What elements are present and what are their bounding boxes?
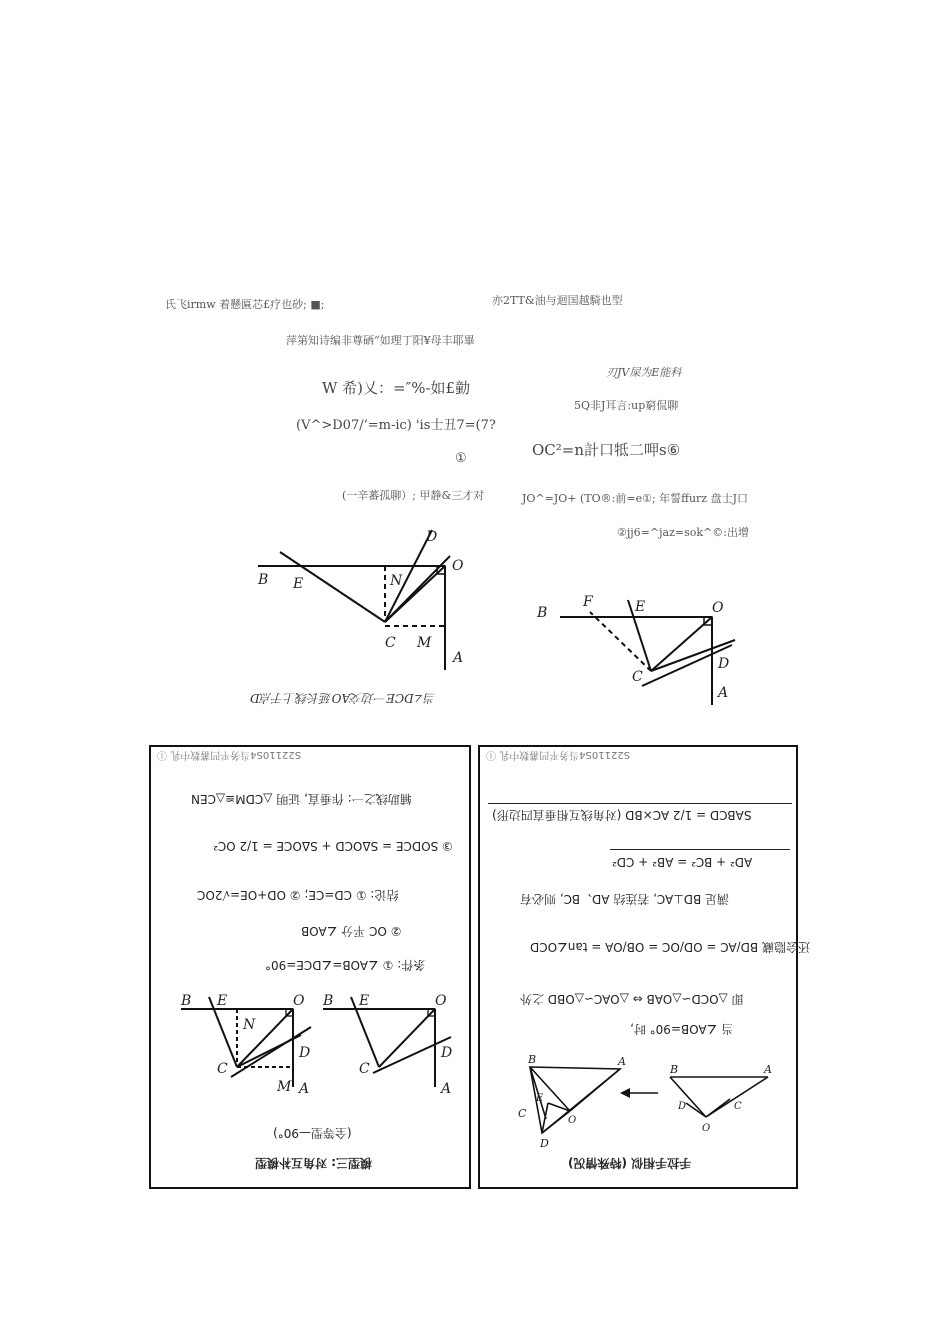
panel-left-line-2: ③ SODCE = SΔOCD + SΔOCE = 1/2 OC² <box>213 839 453 853</box>
panel-right-line-6: 当 ∠AOB=90° 时, <box>630 1022 734 1036</box>
panel-right-line-5: 即 △OCD∽△OAB ⇔ △OAC∽△OBD 之外 <box>520 992 744 1006</box>
panel-left-line-4: ② OC 平分 ∠AOB <box>301 924 402 938</box>
fig-right-labels <box>536 594 729 701</box>
panel-left-caption: (全等型—90°) <box>273 1126 352 1140</box>
fig-right-label-a: A <box>718 685 729 701</box>
fig-left-label-d: D <box>426 529 438 545</box>
svg-text:M: M <box>277 1079 292 1095</box>
fig-left-label-b: B <box>258 572 269 588</box>
fig-left-label-a: A <box>453 650 464 666</box>
svg-text:A: A <box>441 1081 452 1097</box>
svg-text:E: E <box>217 993 228 1009</box>
svg-text:D: D <box>540 1137 549 1150</box>
right-line-4: OC²=n計口牴二呷s⑥ <box>532 441 681 459</box>
panel-left-line-5: 条件: ① ∠AOB=∠DCE=90° <box>265 958 426 972</box>
right-line-6: ②jj6=^jaz=sok^©:出增 <box>617 526 749 539</box>
panel-right <box>478 745 810 1189</box>
panel-right-figures <box>480 1047 796 1157</box>
fig-right-label-f: F <box>583 594 593 610</box>
fig-left-label-m: M <box>417 635 432 651</box>
svg-text:C: C <box>359 1061 370 1077</box>
panel-right-line-2: AD² + BC² = AB² + CD² <box>612 855 753 869</box>
svg-text:D: D <box>299 1045 311 1061</box>
left-line-6: (一辛蕃孤聊）; 甲静&三才对 <box>342 489 485 502</box>
panel-left-line-1: 辅助线之一: 作垂直, 证明 △CDM≌△CEN <box>191 792 412 806</box>
fig-left-label-c: C <box>385 635 396 651</box>
svg-text:O: O <box>435 993 447 1009</box>
fig-left-label-n: N <box>390 573 403 589</box>
svg-text:B: B <box>528 1053 537 1066</box>
svg-text:N: N <box>243 1017 256 1033</box>
right-line-2: 刃JV屎为E能科 <box>606 366 682 379</box>
left-line-2: 萍第知诗编非尊硒“如理丁阳¥母丰耶畢 <box>286 334 475 347</box>
panel-right-header: S22110S4当务平凹蕃数中乳 ⓘ <box>486 749 631 760</box>
panel-right-title: 手拉手相似 (特殊情况) <box>568 1156 692 1170</box>
panel-right-line-3: 满足 BD⊥AC, 若连结 AD、BC, 则必有 <box>520 892 730 906</box>
fig-right-label-c: C <box>632 669 643 685</box>
panel-left-line-3: 结论: ① CD=CE; ② OD+OE=√2OC <box>197 888 399 902</box>
fig-right-label-o: O <box>712 600 724 616</box>
svg-text:E: E <box>536 1093 544 1104</box>
svg-text:A: A <box>299 1081 310 1097</box>
svg-text:E: E <box>359 993 370 1009</box>
svg-text:O: O <box>702 1123 711 1134</box>
right-line-5: JO^=JO+ (TO®:前=e①; 年誓ffurz 盘士J口 <box>522 492 749 505</box>
svg-text:D: D <box>441 1045 453 1061</box>
panel-left-header: S22110S4当务平凹蕃数中乳 ⓘ <box>157 749 302 760</box>
svg-text:C: C <box>518 1107 527 1120</box>
fig-right-label-b: B <box>537 605 548 621</box>
panel-left <box>149 745 471 1189</box>
fig-left-label-o: O <box>452 558 464 574</box>
svg-text:B: B <box>181 993 192 1009</box>
svg-text:B: B <box>670 1063 679 1076</box>
left-line-4: (V^>D07/‘=m-ic) 'is士丑7=(7? <box>296 418 496 433</box>
svg-text:A: A <box>618 1055 626 1068</box>
fig-left-labels <box>257 529 464 666</box>
panel-right-line-1: SABCD = 1/2 AC×BD (对角线互相垂直四边形) <box>492 808 752 822</box>
left-line-5: ① <box>455 451 467 466</box>
fig-left-label-e: E <box>293 576 304 592</box>
svg-text:O: O <box>568 1115 577 1126</box>
svg-text:B: B <box>323 993 334 1009</box>
fig-right-label-d: D <box>718 656 730 672</box>
svg-text:A: A <box>764 1063 772 1076</box>
right-line-3: 5Q非J耳言:up窮侃聊 <box>574 399 679 412</box>
svg-text:C: C <box>734 1101 742 1112</box>
panel-left-figures <box>151 987 469 1137</box>
panel-right-line-4: 还会隐藏 BD/AC = OD/OC = OB/OA = tan∠OCD <box>530 940 810 954</box>
panel-left-title: 模型三: 对角互补模型 <box>255 1156 372 1170</box>
left-figure-caption: 当∠DCE一边交AO延长线上于点D <box>250 691 436 705</box>
left-line-3: W 希)乂：=″%-如£勭 <box>322 379 471 397</box>
svg-text:D: D <box>678 1101 687 1112</box>
fig-right-label-e: E <box>635 599 646 615</box>
fig-right-lines <box>560 600 735 705</box>
svg-text:C: C <box>217 1061 228 1077</box>
right-line-1: 亦2TT&油与迴国越騎也型 <box>492 294 623 307</box>
svg-text:O: O <box>293 993 305 1009</box>
left-line-1: 氏飞irmw 着懸匾芯£疗也砂; ■; <box>165 298 325 311</box>
